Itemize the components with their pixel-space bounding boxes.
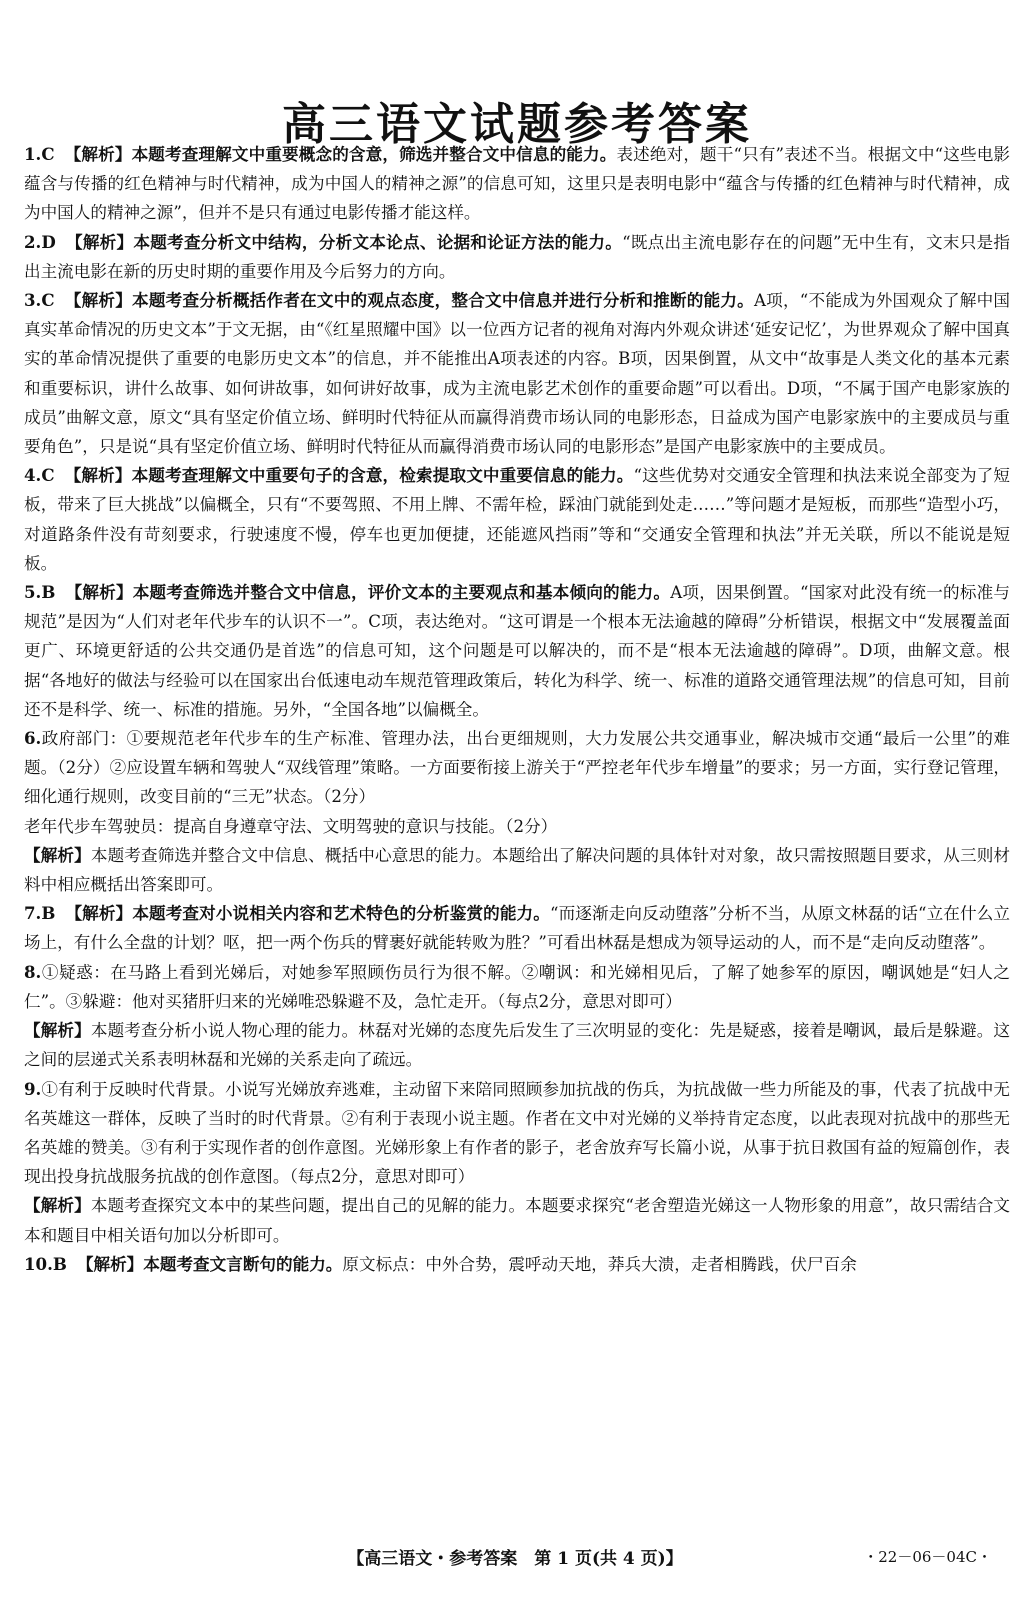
answer-list: [24, 140, 1010, 1279]
answer-item: [24, 1250, 1010, 1279]
analysis-tag: 【解析】: [76, 1253, 144, 1274]
footer-code: ・22－06－04C・: [863, 1548, 992, 1566]
item-answer: B: [41, 903, 56, 924]
analysis-lead: 本题考查筛选并整合文中信息，评价文本的主要观点和基本倾向的能力。: [132, 582, 671, 603]
analysis-tag: 【解析】: [24, 1195, 91, 1216]
item-number: 9.: [24, 1078, 42, 1099]
item-number: 3.: [24, 290, 42, 311]
answer-item: [24, 958, 1010, 1016]
analysis-text: 本题考查筛选并整合文中信息、概括中心意思的能力。本题给出了解决问题的具体针对对象，故只需按照题目要求，从三则材料中相应概括出答案即可。: [24, 845, 1011, 895]
analysis-lead: 本题考查文言断句的能力。: [143, 1253, 343, 1274]
item-text: “而逐渐走向反动堕落”分析不当，从原文林磊的话“立在什么立场上，有什么全盘的计划？呕，把一两个伤兵的臂裹好就能转败为胜？”可看出林磊是想成为领导运动的人，而不是“走向反动堕落”。: [24, 904, 1011, 953]
answer-item: [24, 1075, 1010, 1192]
analysis-tag: 【解析】: [65, 231, 134, 252]
item-number: 4.: [24, 465, 42, 486]
answer-item: [24, 899, 1010, 957]
item-number: 5.: [24, 582, 42, 603]
page-footer: [0, 1544, 1030, 1572]
item-number: 1.: [24, 144, 42, 164]
item-number: 2.: [24, 231, 42, 252]
item-number: 7.: [24, 903, 42, 924]
analysis-tag: 【解析】: [24, 844, 91, 865]
item-analysis: [24, 1191, 1010, 1249]
analysis-tag: 【解析】: [64, 465, 132, 486]
answer-item: [24, 724, 1010, 812]
item-text: “既点出主流电影存在的问题”无中生有，文末只是指出主流电影在新的历史时期的重要作用及今后努力的方向。: [24, 232, 1011, 281]
analysis-lead: 本题考查理解文中重要概念的含意，筛选并整合文中信息的能力。: [131, 144, 617, 164]
analysis-text: 本题考查探究文本中的某些问题，提出自己的见解的能力。本题要求探究“老舍塑造光娣这一人物形象的用意”，故只需结合文本和题目中相关语句加以分析即可。: [24, 1196, 1011, 1245]
answer-item: [24, 461, 1010, 578]
item-text: ①有利于反映时代背景。小说写光娣放弃逃难，主动留下来陪同照顾参加抗战的伤兵，为抗战做一些力所能及的事，代表了抗战中无名英雄这一群体，反映了当时的时代背景。②有利于表现小说主题。作者在文中对光娣的义举持肯定态度，以此表现对抗战中的那些无名英雄的赞美。③有利于实现作者的创作意图。光娣形象上有作者的影子，老舍放弃写长篇小说，从事于抗日救国有益的短篇创作，表现出投身抗战服务抗战的创作意图。（每点2分，意思对即可）: [24, 1079, 1010, 1187]
item-analysis: [24, 1016, 1010, 1074]
item-extra-line: 老年代步车驾驶员：提高自身遵章守法、文明驾驶的意识与技能。（2分）: [24, 816, 558, 836]
item-answer: C: [41, 465, 55, 486]
answer-item: [24, 286, 1010, 461]
item-text: A项，因果倒置。“国家对此没有统一的标准与规范”是因为“人们对老年代步车的认识不一”。C项，表达绝对。“这可谓是一个根本无法逾越的障碍”分析错误，根据文中“发展覆盖面更广、环境更舒适的公共交通仍是首选”的信息可知，这个问题是可以解决的，而不是“根本无法逾越的障碍”。D项，曲解文意。根据“各地好的做法与经验可以在国家出台低速电动车规范管理政策后，转化为科学、统一、标准的道路交通管理法规”的信息可知，目前还不是科学、统一、标准的措施。另外，“全国各地”以偏概全。: [24, 583, 1011, 719]
analysis-tag: 【解析】: [65, 903, 133, 924]
analysis-lead: 本题考查分析概括作者在文中的观点态度，整合文中信息并进行分析和推断的能力。: [132, 290, 754, 311]
analysis-tag: 【解析】: [24, 1020, 91, 1041]
item-number: 8.: [24, 961, 42, 982]
item-text: ①疑惑：在马路上看到光娣后，对她参军照顾伤员行为很不解。②嘲讽：和光娣相见后，了解了她参军的原因，嘲讽她是“妇人之仁”。③躲避：他对买猪肝归来的光娣唯恐躲避不及，急忙走开。（每点2分，意思对即可）: [24, 962, 1010, 1011]
item-text: 原文标点：中外合势，震呼动天地，莽兵大溃，走者相腾践，伏尸百余: [342, 1254, 857, 1274]
item-answer: C: [41, 290, 55, 311]
item-answer: B: [52, 1253, 67, 1274]
footer-page-label: 【高三语文・参考答案 第 1 页(共 4 页)】: [347, 1549, 683, 1569]
analysis-tag: 【解析】: [65, 582, 133, 603]
analysis-lead: 本题考查分析文中结构，分析文本论点、论据和论证方法的能力。: [133, 231, 623, 252]
analysis-text: 本题考查分析小说人物心理的能力。林磊对光娣的态度先后发生了三次明显的变化：先是疑惑，接着是嘲讽，最后是躲避。这之间的层递式关系表明林磊和光娣的关系走向了疏远。: [24, 1021, 1011, 1070]
item-answer: D: [41, 231, 56, 252]
analysis-tag: 【解析】: [64, 290, 133, 311]
item-number: 6.: [24, 728, 42, 749]
page-title: 高三语文试题参考答案: [282, 99, 752, 150]
item-text: 表述绝对，题干“只有”表述不当。根据文中“这些电影蕴含与传播的红色精神与时代精神，成为中国人的精神之源”的信息可知，这里只是表明电影中“蕴含与传播的红色精神与时代精神，成为中国人的精神之源”，但并不是只有通过电影传播才能这样。: [24, 145, 1011, 223]
item-text: 政府部门：①要规范老年代步车的生产标准、管理办法，出台更细规则，大力发展公共交通事业，解决城市交通“最后一公里”的难题。（2分）②应设置车辆和驾驶人“双线管理”策略。一方面要衔接上游关于“严控老年代步车增量”的要求；另一方面，实行登记管理，细化通行规则，改变目前的“三无”状态。（2分）: [24, 729, 1010, 807]
item-answer: B: [41, 582, 56, 603]
answer-item: [24, 140, 1010, 228]
answer-item: [24, 228, 1010, 286]
item-text: A项，“不能成为外国观众了解中国真实革命情况的历史文本”于文无据，由“《红星照耀中国》以一位西方记者的视角对海内外观众讲述‘延安记忆’，为世界观众了解中国真实的革命情况提供了重要的电影历史文本”的信息，并不能推出A项表述的内容。B项，因果倒置，从文中“故事是人类文化的基本元素和重要标识，讲什么故事、如何讲故事，如何讲好故事，成为主流电影艺术创作的重要命题”可以看出。D项，“不属于国产电影家族的成员”曲解文意，原文“具有坚定价值立场、鲜明时代特征从而赢得消费市场认同的电影形态，日益成为国产电影家族中的主要成员与重要角色”，只是说“具有坚定价值立场、鲜明时代特征从而赢得消费市场认同的电影形态”是国产电影家族中的主要成员。: [24, 291, 1011, 457]
analysis-lead: 本题考查对小说相关内容和艺术特色的分析鉴赏的能力。: [132, 903, 550, 924]
analysis-lead: 本题考查理解文中重要句子的含意，检索提取文中重要信息的能力。: [131, 465, 634, 486]
answer-item: [24, 578, 1010, 724]
analysis-tag: 【解析】: [64, 144, 132, 164]
item-text: “这些优势对交通安全管理和执法来说全部变为了短板，带来了巨大挑战”以偏概全，只有“不要驾照、不用上牌、不需年检，踩油门就能到处走……”等问题才是短板，而那些“造型小巧，对道路条件没有苛刻要求，行驶速度不慢，停车也更加便捷，还能遮风挡雨”等和“交通安全管理和执法”并无关联，所以不能说是短板。: [24, 466, 1011, 573]
item-number: 10.: [24, 1253, 53, 1274]
item-answer: C: [41, 144, 55, 164]
item-analysis: [24, 841, 1010, 899]
